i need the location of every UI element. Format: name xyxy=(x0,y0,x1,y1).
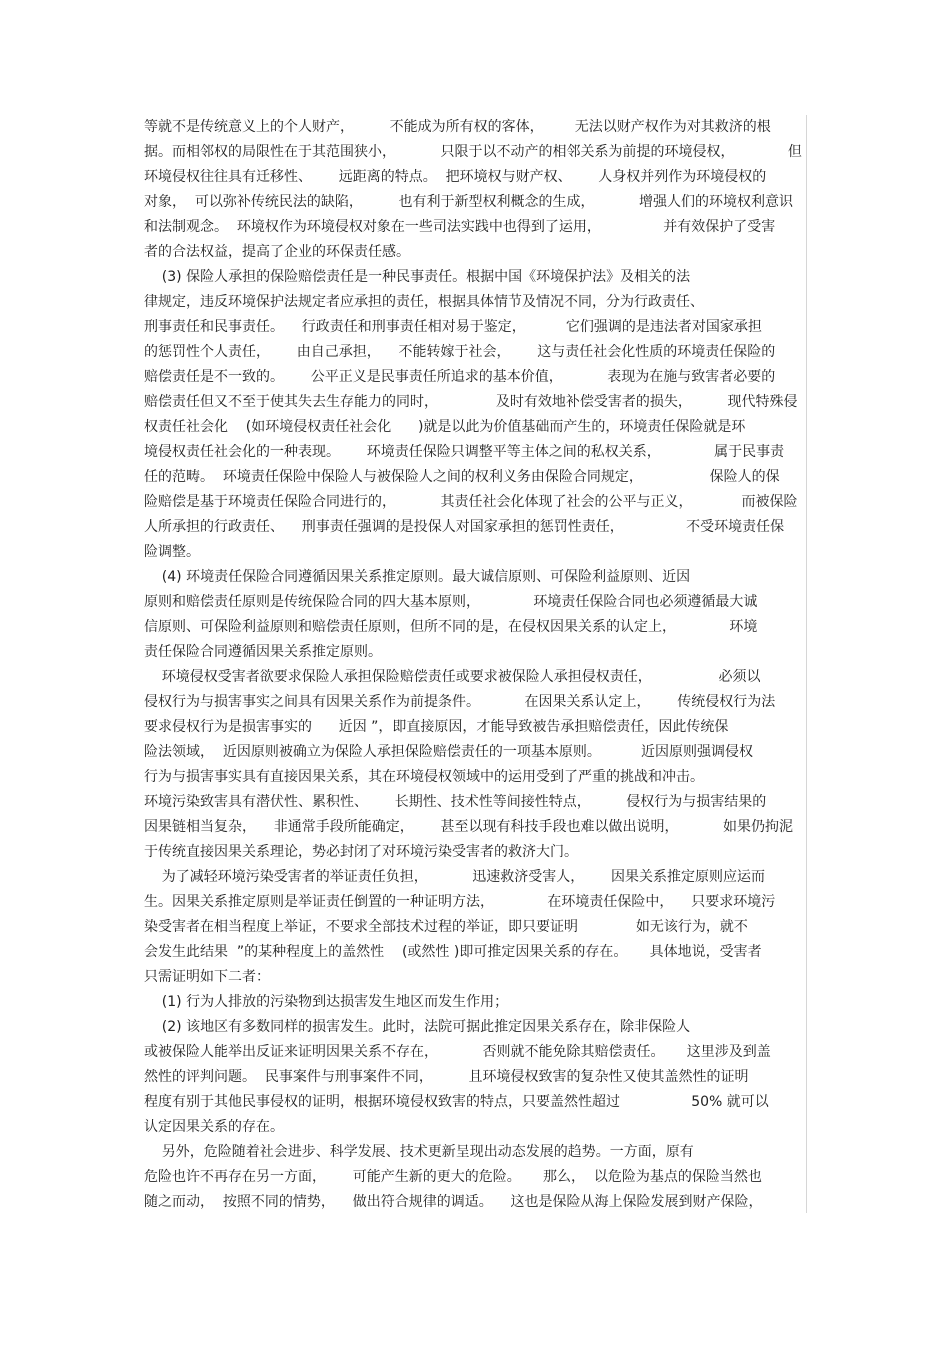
text-line: 认定因果关系的存在。 xyxy=(144,1119,284,1135)
text-line: 险法领域， 近因原则被确立为保险人承担保险赔偿责任的一项基本原则。 近因原则强调侵权 xyxy=(144,744,753,760)
text-line: 要求侵权行为是损害事实的 近因 ”，即直接原因，才能导致被告承担赔偿责任，因此传统保 xyxy=(144,719,729,735)
text-line: 环境侵权受害者欲要求保险人承担保险赔偿责任或要求被保险人承担侵权责任， 必须以 xyxy=(144,669,761,685)
text-line: 原则和赔偿责任原则是传统保险合同的四大基本原则， 环境责任保险合同也必须遵循最大诚 xyxy=(144,594,758,610)
text-line: 为了减轻环境污染受害者的举证责任负担， 迅速救济受害人， 因果关系推定原则应运而 xyxy=(144,869,766,885)
text-line: (3) 保险人承担的保险赔偿责任是一种民事责任。根据中国《环境保护法》及相关的法 xyxy=(144,269,691,285)
text-line: 环境侵权往往具有迁移性、 远距离的特点。 把环境权与财产权、 人身权并列作为环境侵权的 xyxy=(144,169,767,185)
text-line: 者的合法权益，提高了企业的环保责任感。 xyxy=(144,244,410,260)
text-line: 生。因果关系推定原则是举证责任倒置的一种证明方法， 在环境责任保险中， 只要求环境污 xyxy=(144,894,776,910)
text-line: 另外，危险随着社会进步、科学发展、技术更新呈现出动态发展的趋势。一方面，原有 xyxy=(144,1144,694,1160)
text-line: 行为与损害事实具有直接因果关系，其在环境侵权领域中的运用受到了严重的挑战和冲击。 xyxy=(144,769,704,785)
text-line: 险调整。 xyxy=(144,544,200,560)
text-line: 对象， 可以弥补传统民法的缺陷， 也有利于新型权利概念的生成， 增强人们的环境权利意识 xyxy=(144,194,794,210)
text-line: 于传统直接因果关系理论，势必封闭了对环境污染受害者的救济大门。 xyxy=(144,844,578,860)
text-line: 危险也许不再存在另一方面， 可能产生新的更大的危险。 那么， 以危险为基点的保险当然也 xyxy=(144,1169,762,1185)
text-line: 会发生此结果 ”的某种程度上的盖然性 (或然性 )即可推定因果关系的存在。 具体地说，受害者 xyxy=(144,944,762,960)
text-line: 险赔偿是基于环境责任保险合同进行的， 其责任社会化体现了社会的公平与正义， 而被保险 xyxy=(144,494,798,510)
text-line: (2) 该地区有多数同样的损害发生。此时，法院可据此推定因果关系存在，除非保险人 xyxy=(144,1019,691,1035)
text-line: 赔偿责任是不一致的。 公平正义是民事责任所追求的基本价值， 表现为在施与致害者必要的 xyxy=(144,369,776,385)
text-line: 只需证明如下二者： xyxy=(144,969,270,985)
text-line: 人所承担的行政责任、 刑事责任强调的是投保人对国家承担的惩罚性责任， 不受环境责任保 xyxy=(144,519,785,535)
text-line: 律规定，违反环境保护法规定者应承担的责任，根据具体情节及情况不同，分为行政责任、 xyxy=(144,294,704,310)
text-line: 和法制观念。 环境权作为环境侵权对象在一些司法实践中也得到了运用， 并有效保护了受害 xyxy=(144,219,776,235)
text-line: 信原则、可保险利益原则和赔偿责任原则，但所不同的是，在侵权因果关系的认定上， 环境 xyxy=(144,619,758,635)
text-line: 随之而动， 按照不同的情势， 做出符合规律的调适。 这也是保险从海上保险发展到财产保险， xyxy=(144,1194,763,1210)
text-line: 权责任社会化 (如环境侵权责任社会化 )就是以此为价值基础而产生的，环境责任保险就是环 xyxy=(144,419,746,435)
text-line: 任的范畴。 环境责任保险中保险人与被保险人之间的权利义务由保险合同规定， 保险人的保 xyxy=(144,469,780,485)
text-line: 境侵权责任社会化的一种表现。 环境责任保险只调整平等主体之间的私权关系， 属于民事责 xyxy=(144,444,785,460)
text-line: 赔偿责任但又不至于使其失去生存能力的同时， 及时有效地补偿受害者的损失， 现代特殊侵 xyxy=(144,394,798,410)
text-line: 因果链相当复杂， 非通常手段所能确定， 甚至以现有科技手段也难以做出说明， 如果仍拘泥 xyxy=(144,819,794,835)
text-line: (4) 环境责任保险合同遵循因果关系推定原则。最大诚信原则、可保险利益原则、近因 xyxy=(144,569,691,585)
text-line: 程度有别于其他民事侵权的证明，根据环境侵权致害的特点，只要盖然性超过 50% 就可以 xyxy=(144,1094,769,1110)
text-line: 或被保险人能举出反证来证明因果关系不存在， 否则就不能免除其赔偿责任。 这里涉及到盖 xyxy=(144,1044,771,1060)
text-line: 刑事责任和民事责任。 行政责任和刑事责任相对易于鉴定， 它们强调的是违法者对国家承担 xyxy=(144,319,762,335)
document-page xyxy=(144,115,807,1213)
text-line: 责任保险合同遵循因果关系推定原则。 xyxy=(144,644,382,660)
text-line: 等就不是传统意义上的个人财产， 不能成为所有权的客体， 无法以财产权作为对其救济的根 xyxy=(144,119,771,135)
text-line: 环境污染致害具有潜伏性、累积性、 长期性、技术性等间接性特点， 侵权行为与损害结果的 xyxy=(144,794,767,810)
text-line: 然性的评判问题。 民事案件与刑事案件不同， 且环境侵权致害的复杂性又使其盖然性的证明 xyxy=(144,1069,749,1085)
text-line: 据。而相邻权的局限性在于其范围狭小， 只限于以不动产的相邻关系为前提的环境侵权， 但 xyxy=(144,144,802,160)
text-line: 染受害者在相当程度上举证，不要求全部技术过程的举证，即只要证明 如无该行为，就不 xyxy=(144,919,748,935)
text-line: 侵权行为与损害事实之间具有因果关系作为前提条件。 在因果关系认定上， 传统侵权行为法 xyxy=(144,694,776,710)
text-line: (1) 行为人排放的污染物到达损害发生地区而发生作用； xyxy=(144,994,509,1010)
text-line: 的惩罚性个人责任， 由自己承担， 不能转嫁于社会， 这与责任社会化性质的环境责任保险的 xyxy=(144,344,776,360)
